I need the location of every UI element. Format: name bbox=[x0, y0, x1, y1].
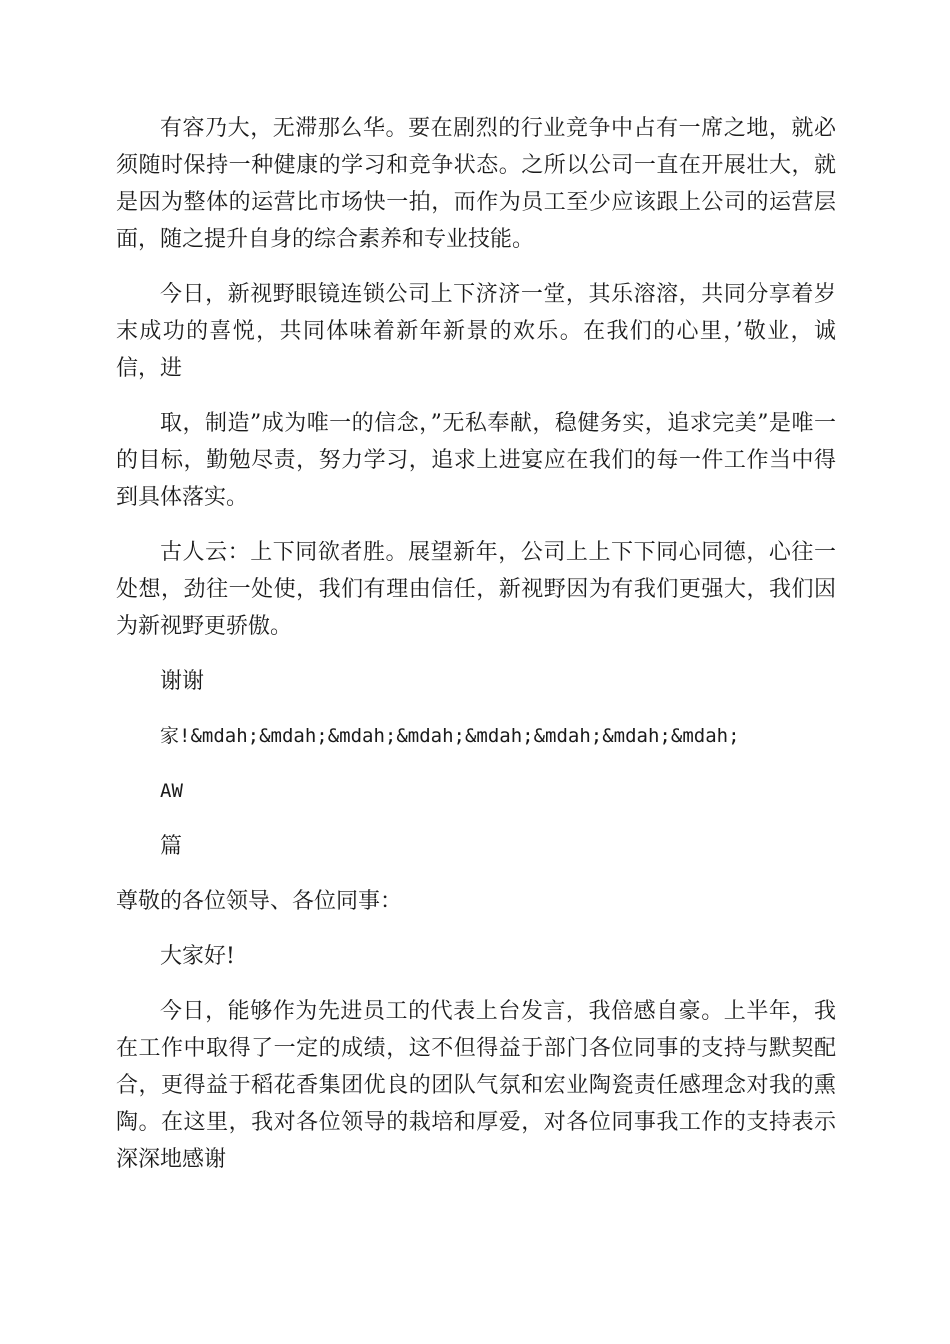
section-pian: 篇 bbox=[160, 834, 183, 859]
closing-paragraph: 今日，能够作为先进员工的代表上台发言，我倍感自豪。上半年，我在工作中取得了一定的成绩，这不但得益于部门各位同事的支持与默契配合，更得益于稻花香集团优良的团队气氛和宏业陶瓷责任感理念对我的熏陶。在这里，我对各位领导的栽培和厚爱，对各位同事我工作的支持表示深深地感谢 bbox=[116, 999, 836, 1172]
aw-line: AW bbox=[160, 780, 183, 802]
paragraph-4: 古人云：上下同欲者胜。展望新年，公司上上下下同心同德，心往一处想，劲往一处使，我们有理由信任，新视野因为有我们更强大，我们因为新视野更骄傲。 bbox=[116, 540, 836, 639]
thanks-everyone-line: 家!&mdah;&mdah;&mdah;&mdah;&mdah;&mdah;&mdah;&mdah; bbox=[160, 725, 740, 747]
greeting: 大家好! bbox=[160, 944, 235, 969]
salutation: 尊敬的各位领导、各位同事： bbox=[116, 889, 403, 914]
paragraph-2: 今日，新视野眼镜连锁公司上下济济一堂，其乐溶溶，共同分享着岁末成功的喜悦，共同体味着新年新景的欢乐。在我们的心里，’敬业，诚信，进 bbox=[116, 282, 836, 381]
paragraph-1: 有容乃大，无滞那么华。要在剧烈的行业竞争中占有一席之地，就必须随时保持一种健康的学习和竞争状态。之所以公司一直在开展壮大，就是因为整体的运营比市场快一拍，而作为员工至少应该跟上公司的运营层面，随之提升自身的综合素养和专业技能。 bbox=[116, 116, 836, 252]
paragraph-3: 取，制造”成为唯一的信念，”无私奉献，稳健务实，追求完美”是唯一的目标，勤勉尽责，努力学习，追求上进宴应在我们的每一件工作当中得到具体落实。 bbox=[116, 411, 836, 510]
thanks-line: 谢谢 bbox=[160, 669, 205, 694]
document-page bbox=[116, 110, 836, 1196]
